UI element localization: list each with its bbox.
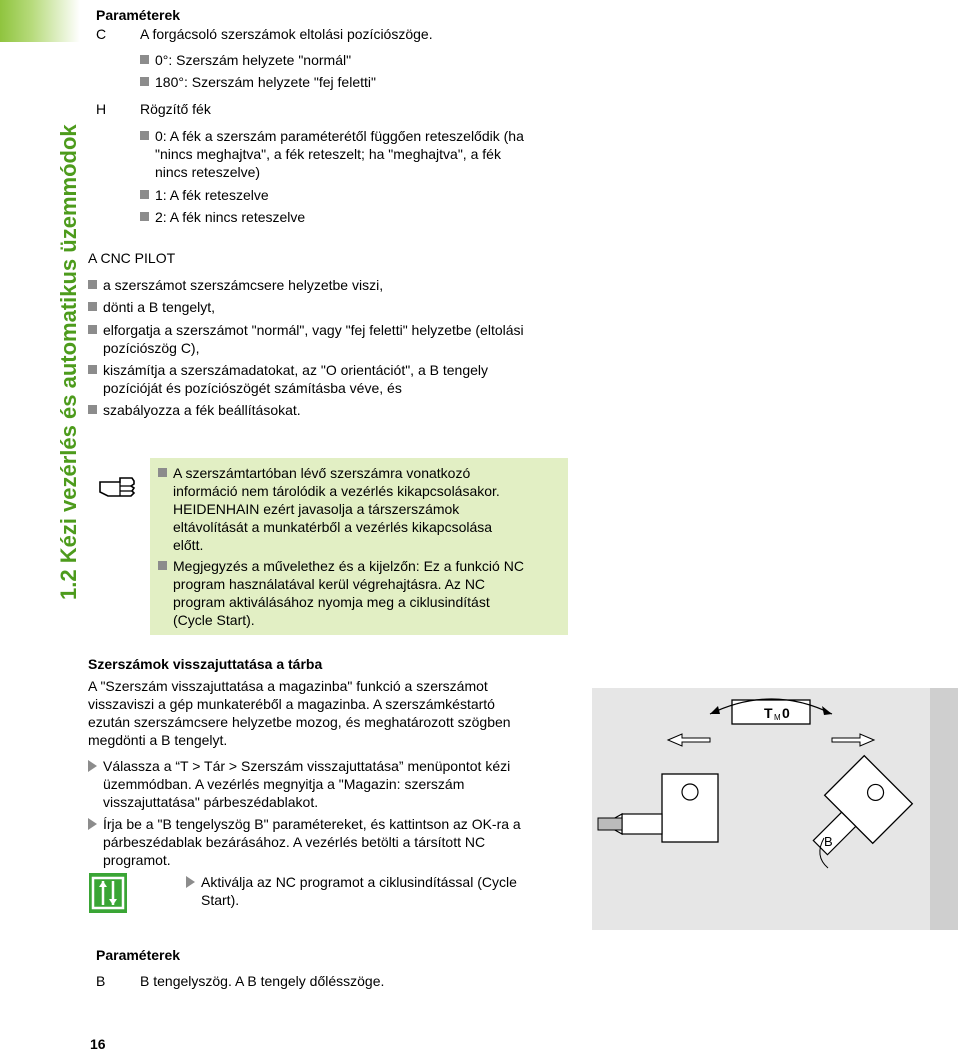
chapter-sidebar — [0, 0, 80, 640]
params-heading: Paraméterek — [96, 7, 181, 23]
note-item-cont: (Cycle Start). — [173, 612, 255, 628]
step-item-cont: programot. — [103, 852, 171, 868]
tool-return-figure — [592, 688, 958, 930]
bullet-square-icon — [158, 561, 167, 570]
pilot-heading: A CNC PILOT — [88, 250, 176, 266]
params2-heading: Paraméterek — [96, 947, 181, 963]
step-item: Írja be a "B tengelyszög B" paramétereket, és kattintson az OK-ra a — [88, 815, 521, 833]
section-para: visszaviszi a gép munkateréből a magazinba. A szerszámkéstartó — [88, 696, 495, 712]
param-h-option: 2: A fék nincs reteszelve — [140, 208, 305, 226]
note-item: A szerszámtartóban lévő szerszámra vonatkozó — [158, 464, 470, 482]
pilot-bullet-cont: pozíciószög C), — [103, 340, 200, 356]
figure-label-tm: T — [764, 705, 773, 721]
pilot-bullet-cont: pozícióját és pozíciószögét számításba véve, és — [103, 380, 402, 396]
bullet-square-icon — [140, 131, 149, 140]
section-para: megdönti a B tengelyt. — [88, 732, 228, 748]
param-c-letter: C — [96, 26, 107, 42]
param-h-option-cont: "nincs meghajtva", a fék reteszelt; ha "meghajtva", a fék — [155, 146, 501, 162]
page-number: 16 — [90, 1036, 106, 1052]
step-item-cont: párbeszédablak bezárásához. A vezérlés betölti a társított NC — [103, 834, 486, 850]
param-c-option: 0°: Szerszám helyzete "normál" — [140, 51, 351, 69]
note-item-cont: HEIDENHAIN ezért javasolja a társzerszámok — [173, 501, 460, 517]
param-h-option: 0: A fék a szerszám paraméterétől függően reteszelődik (ha — [140, 127, 524, 145]
bullet-square-icon — [158, 468, 167, 477]
bullet-square-icon — [88, 405, 97, 414]
pilot-bullet: a szerszámot szerszámcsere helyzetbe viszi, — [88, 276, 383, 294]
bullet-square-icon — [140, 212, 149, 221]
note-icon-area — [88, 458, 150, 635]
pilot-bullet: kiszámítja a szerszámadatokat, az "O orientációt", a B tengely — [88, 361, 488, 379]
figure-label-sub: M — [774, 713, 781, 722]
step-item-cont: visszajuttatása" párbeszédablakot. — [103, 794, 319, 810]
step-item-cont: Start). — [201, 892, 240, 908]
note-box — [150, 458, 568, 635]
param-c-option: 180°: Szerszám helyzete "fej feletti" — [140, 73, 376, 91]
note-item-cont: program használatával kerül végrehajtásra. Az NC — [173, 576, 486, 592]
chapter-title: 1.2 Kézi vezérlés és automatikus üzemmódok — [56, 124, 81, 600]
step-arrow-icon — [88, 760, 97, 772]
step-item: Válassza a “T > Tár > Szerszám visszajuttatása” menüpontot kézi — [88, 757, 510, 775]
bullet-square-icon — [88, 280, 97, 289]
cycle-start-icon — [89, 873, 127, 913]
figure-label-zero: 0 — [782, 705, 790, 721]
param-c-desc: A forgácsoló szerszámok eltolási pozíciószöge. — [140, 26, 433, 42]
note-item-cont: eltávolítását a munkatérből a vezérlés kikapcsolása — [173, 519, 493, 535]
step-arrow-icon — [88, 818, 97, 830]
step-item-cont: üzemmódban. A vezérlés megnyitja a "Magazin: szerszám — [103, 776, 465, 792]
bullet-square-icon — [88, 302, 97, 311]
figure-label-b: B — [824, 834, 833, 849]
note-item-cont: program aktiválásához nyomja meg a ciklusindítást — [173, 594, 490, 610]
pilot-bullet: elforgatja a szerszámot "normál", vagy "fej feletti" helyzetbe (eltolási — [88, 321, 524, 339]
note-item-cont: előtt. — [173, 537, 204, 553]
step-arrow-icon — [186, 876, 195, 888]
bullet-square-icon — [88, 325, 97, 334]
pointing-hand-icon — [98, 472, 138, 502]
bullet-square-icon — [140, 55, 149, 64]
step-item: Aktiválja az NC programot a ciklusindítással (Cycle — [186, 873, 517, 891]
cycle-start-symbol-icon — [89, 873, 127, 913]
tool-diagram — [592, 688, 958, 930]
param-b-letter: B — [96, 973, 106, 989]
note-item: Megjegyzés a művelethez és a kijelzőn: Ez a funkció NC — [158, 557, 524, 575]
param-b-desc: B tengelyszög. A B tengely dőlésszöge. — [140, 973, 385, 989]
note-item-cont: információ nem tárolódik a vezérlés kikapcsolásakor. — [173, 483, 500, 499]
pilot-bullet: szabályozza a fék beállításokat. — [88, 401, 301, 419]
param-h-option-cont: nincs reteszelve) — [155, 164, 261, 180]
section-para: ezután szerszámcsere helyzetbe mozog, és meghatározott szögben — [88, 714, 511, 730]
bullet-square-icon — [140, 77, 149, 86]
param-h-option: 1: A fék reteszelve — [140, 186, 269, 204]
bullet-square-icon — [140, 190, 149, 199]
pilot-bullet: dönti a B tengelyt, — [88, 298, 215, 316]
bullet-square-icon — [88, 365, 97, 374]
section-heading: Szerszámok visszajuttatása a tárba — [88, 656, 323, 672]
param-h-letter: H — [96, 101, 107, 117]
param-h-desc: Rögzítő fék — [140, 101, 211, 117]
section-para: A "Szerszám visszajuttatása a magazinba" funkció a szerszámot — [88, 678, 488, 694]
